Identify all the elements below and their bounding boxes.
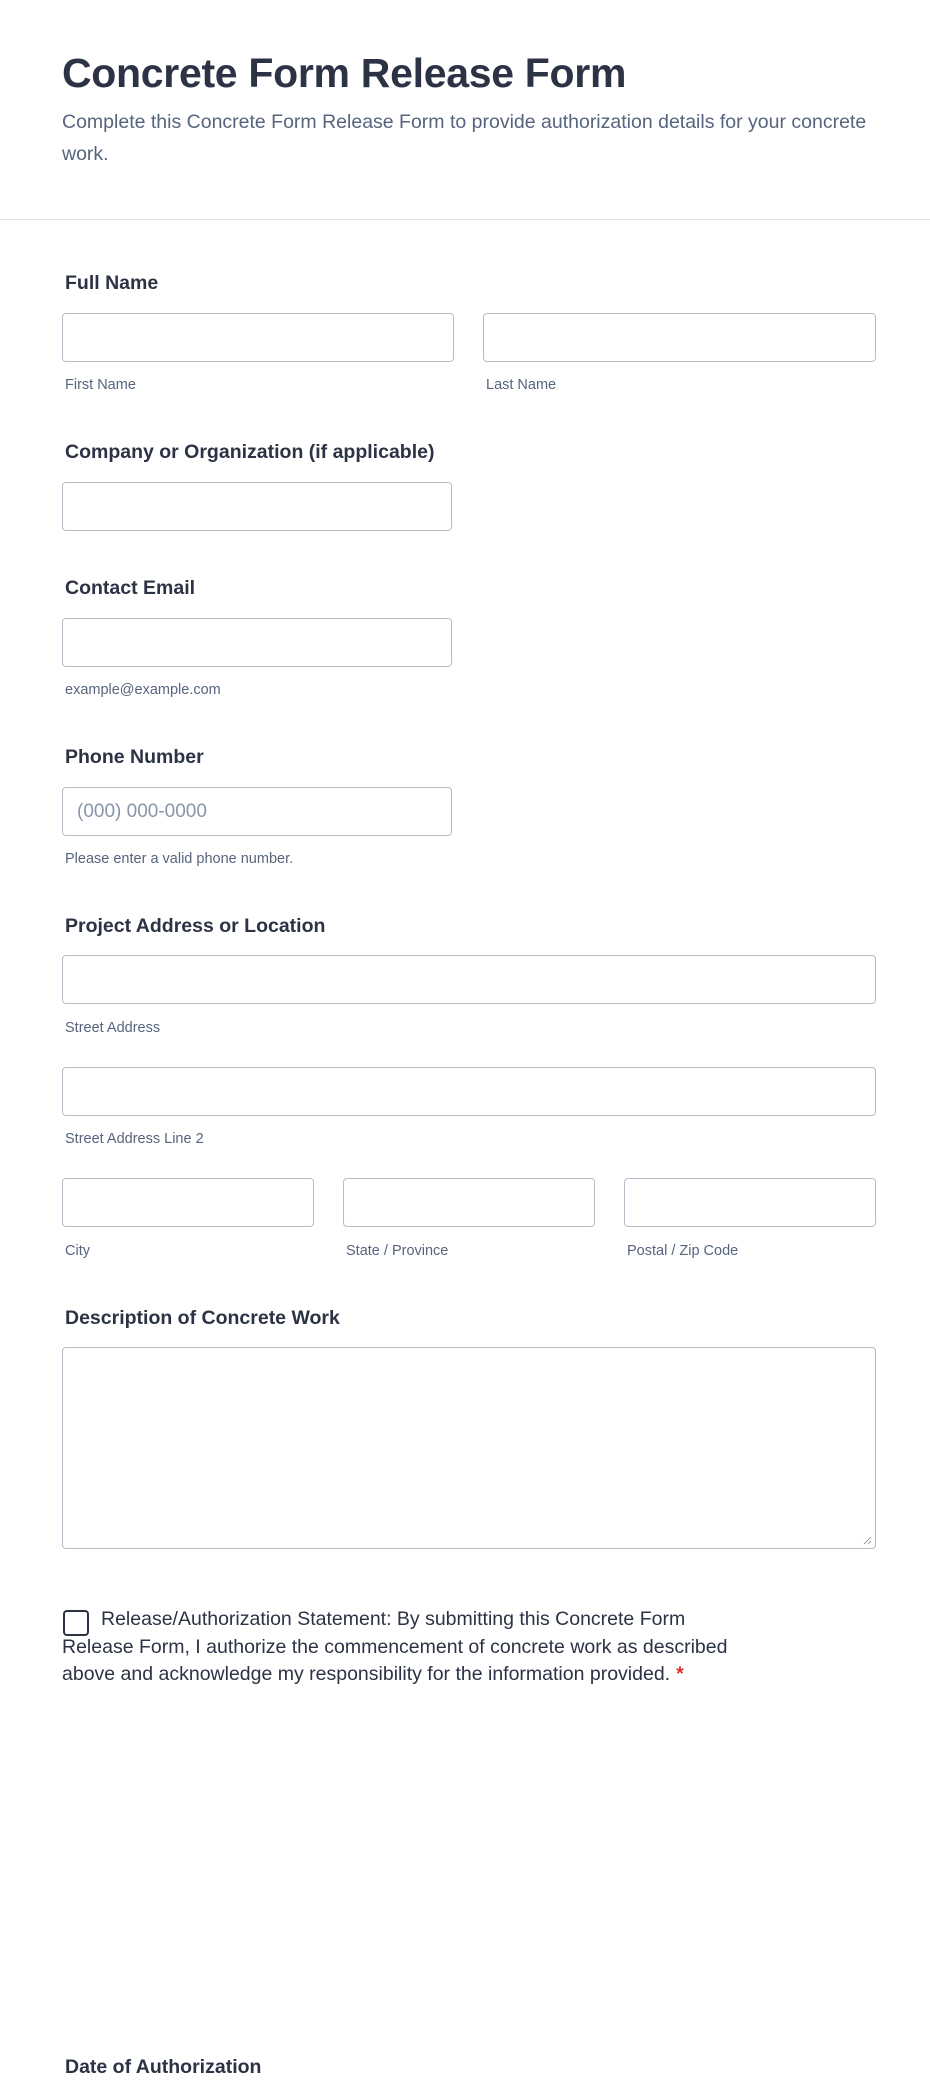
first-name-sublabel: First Name xyxy=(65,377,136,393)
company-label: Company or Organization (if applicable) xyxy=(65,441,435,463)
email-sublabel: example@example.com xyxy=(65,682,221,698)
form-subtitle: Complete this Concrete Form Release Form to provide authorization details for your concrete work. xyxy=(62,111,867,165)
form-title: Concrete Form Release Form xyxy=(62,50,627,96)
city-sublabel: City xyxy=(65,1243,90,1259)
first-name-input[interactable] xyxy=(62,313,454,362)
full-name-label: Full Name xyxy=(65,272,159,294)
form-header xyxy=(0,0,930,220)
street-address-input[interactable] xyxy=(62,955,876,1004)
consent-text: Release/Authorization Statement: By submitting this Concrete Form Release Form, I authorize the commencement of concrete work as described above and acknowledge my responsibility for the information provided. xyxy=(62,1608,728,1685)
street-address-sublabel: Street Address xyxy=(65,1020,161,1036)
date-label: Date of Authorization xyxy=(65,2056,262,2078)
required-asterisk: * xyxy=(676,1663,684,1685)
resize-handle-icon[interactable] xyxy=(862,1535,872,1545)
last-name-input[interactable] xyxy=(483,313,876,362)
address-label: Project Address or Location xyxy=(65,915,326,937)
description-label: Description of Concrete Work xyxy=(65,1307,340,1329)
phone-placeholder: (000) 000-0000 xyxy=(77,801,207,822)
city-input[interactable] xyxy=(62,1178,314,1227)
phone-input[interactable] xyxy=(62,787,452,836)
company-input[interactable] xyxy=(62,482,452,531)
zip-input[interactable] xyxy=(624,1178,876,1227)
phone-label: Phone Number xyxy=(65,746,204,768)
email-label: Contact Email xyxy=(65,577,196,599)
last-name-sublabel: Last Name xyxy=(486,377,557,393)
street-address-line2-input[interactable] xyxy=(62,1067,876,1116)
phone-sublabel: Please enter a valid phone number. xyxy=(65,851,294,867)
consent-statement xyxy=(62,1606,762,1689)
street-address-line2-sublabel: Street Address Line 2 xyxy=(65,1131,204,1147)
zip-sublabel: Postal / Zip Code xyxy=(627,1243,739,1259)
description-textarea[interactable] xyxy=(62,1347,876,1549)
email-input[interactable] xyxy=(62,618,452,667)
state-sublabel: State / Province xyxy=(346,1243,449,1259)
state-input[interactable] xyxy=(343,1178,595,1227)
